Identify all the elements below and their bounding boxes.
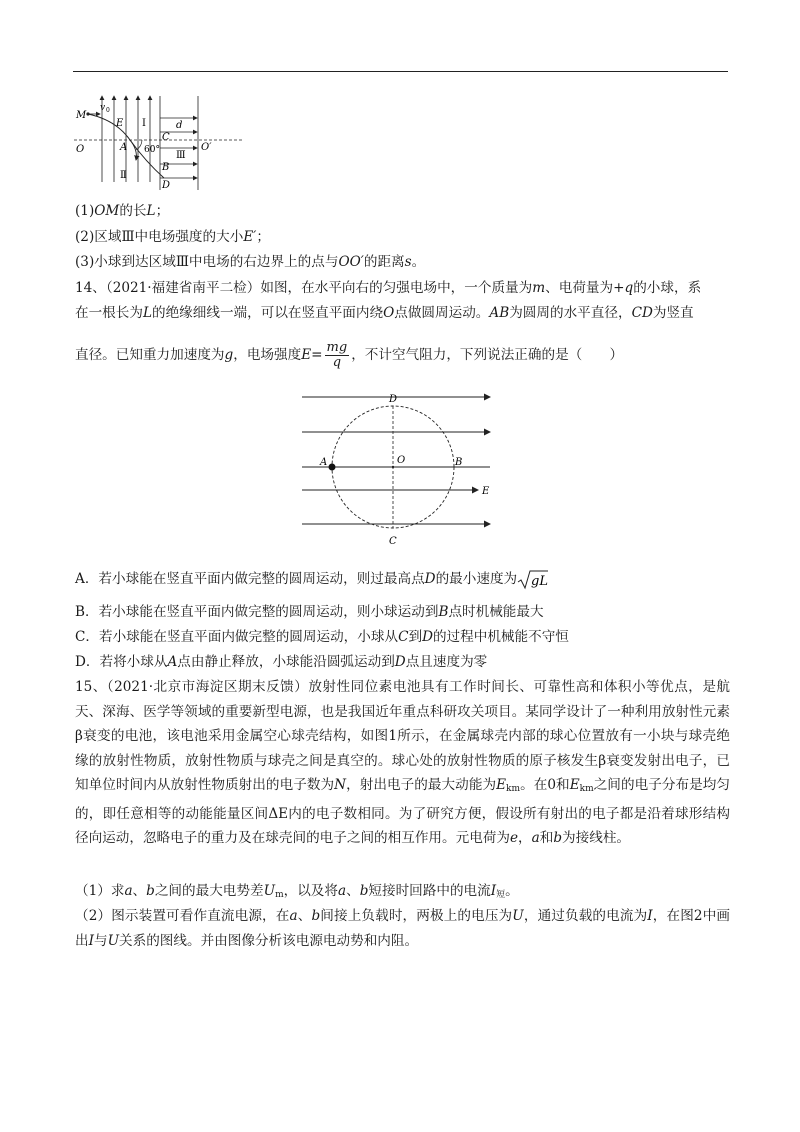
svg-text:d: d — [176, 120, 183, 131]
svg-text:B: B — [455, 457, 463, 468]
svg-text:M: M — [76, 110, 87, 121]
svg-text:E: E — [116, 118, 124, 129]
q13-subquestion-2: (2)区域Ⅲ中电场强度的大小E′； — [75, 229, 270, 245]
circle-field-figure — [300, 387, 500, 549]
svg-text:O′: O′ — [201, 142, 212, 153]
q14-option-a: A．若小球能在竖直平面内做完整的圆周运动，则过最高点D的最小速度为 gL — [75, 568, 549, 591]
svg-text:D: D — [162, 180, 171, 191]
svg-text:0: 0 — [106, 107, 110, 114]
svg-text:D: D — [389, 394, 398, 405]
q15-subquestion-1: （1）求a、b之间的最大电势差$U_m$，以及将a、b短接时回路中的电流$I_短$。 — [75, 883, 519, 900]
svg-text:B: B — [162, 162, 170, 173]
q15-stem: 15、（2021·北京市海淀区期末反馈）放射性同位素电池具有工作时间长、可靠性高和体积小等优点，是航天、深海、医学等领域的重要新型电源，也是我国近年重点科研攻关项目。某同学设计了一种利用放射性元素β衰变的电池，该电池采用金属空心球壳结构，如图1所示，在金属球壳内部的球心位置放有一小块与球壳绝缘的放射性物质，放射性物质与球壳之间是真空的。球心处的放射性物质的原子核发生β衰变发射出电子，已知单位时间内从放射性物质射出的电子数为N，射出电子的最大动能为$E_{km}$。在0和$E_{km}$之间的电子分布是均匀的，即任意相等的动能能量区间ΔE内的电子数相同。为了研究方便，假设所有射出的电子都是沿着球形结构径向运动，忽略电子的重力及在球壳间的电子之间的相互作用。元电荷为e，a和b为接线柱。 — [75, 679, 731, 846]
q14-stem-line1: 14、（2021·福建省南平二检）如图，在水平向右的匀强电场中，一个质量为m、电荷量为+q的小球，系 — [75, 280, 702, 296]
svg-text:Ⅰ: Ⅰ — [142, 118, 146, 129]
svg-text:60°: 60° — [144, 145, 160, 155]
q14-option-c: C．若小球能在竖直平面内做完整的圆周运动，小球从C到D的过程中机械能不守恒 — [75, 629, 569, 645]
svg-text:O: O — [76, 144, 85, 155]
svg-text:Ⅱ: Ⅱ — [120, 170, 127, 181]
svg-text:A: A — [120, 142, 128, 153]
field-strength-fraction: $\frac{mg}{q}$ — [326, 340, 348, 370]
svg-text:A: A — [320, 457, 328, 468]
sqrt-gl — [517, 568, 549, 591]
svg-text:v: v — [100, 103, 106, 113]
q13-subquestion-3: (3)小球到达区域Ⅲ中电场的右边界上的点与OO′的距离s。 — [75, 254, 426, 270]
ekm-repeat: E — [569, 777, 580, 793]
svg-text:C: C — [162, 132, 170, 143]
q14-option-b: B．若小球能在竖直平面内做完整的圆周运动，则小球运动到B点时机械能最大 — [75, 604, 544, 620]
q15-subquestion-2: （2）图示装置可看作直流电源，在a、b间接上负载时，两极上的电压为U，通过负载的电流为I，在图2中画出I与U关系的图线。并由图像分析该电源电动势和内阻。 — [75, 908, 731, 949]
q13-subquestion-1: (1)OM的长L； — [75, 203, 170, 219]
svg-text:O: O — [397, 455, 406, 466]
field-regions-figure — [74, 92, 244, 192]
q14-stem-line2: 在一根长为L的绝缘细线一端，可以在竖直平面内绕O点做圆周运动。AB为圆周的水平直径，CD为竖直 — [75, 305, 694, 321]
svg-text:E: E — [482, 486, 490, 497]
svg-text:C: C — [389, 536, 397, 547]
header-rule — [73, 71, 728, 72]
q14-stem-line3: 直径。已知重力加速度为g，电场强度E= $\frac{mg}{q}$ ，不计空气阻力，下列说法正确的是（ ） — [75, 340, 624, 370]
svg-text:Ⅲ: Ⅲ — [176, 150, 186, 161]
q14-option-d: D．若将小球从A点由静止释放，小球能沿圆弧运动到D点且速度为零 — [75, 654, 488, 670]
svg-text:gL: gL — [531, 573, 549, 589]
